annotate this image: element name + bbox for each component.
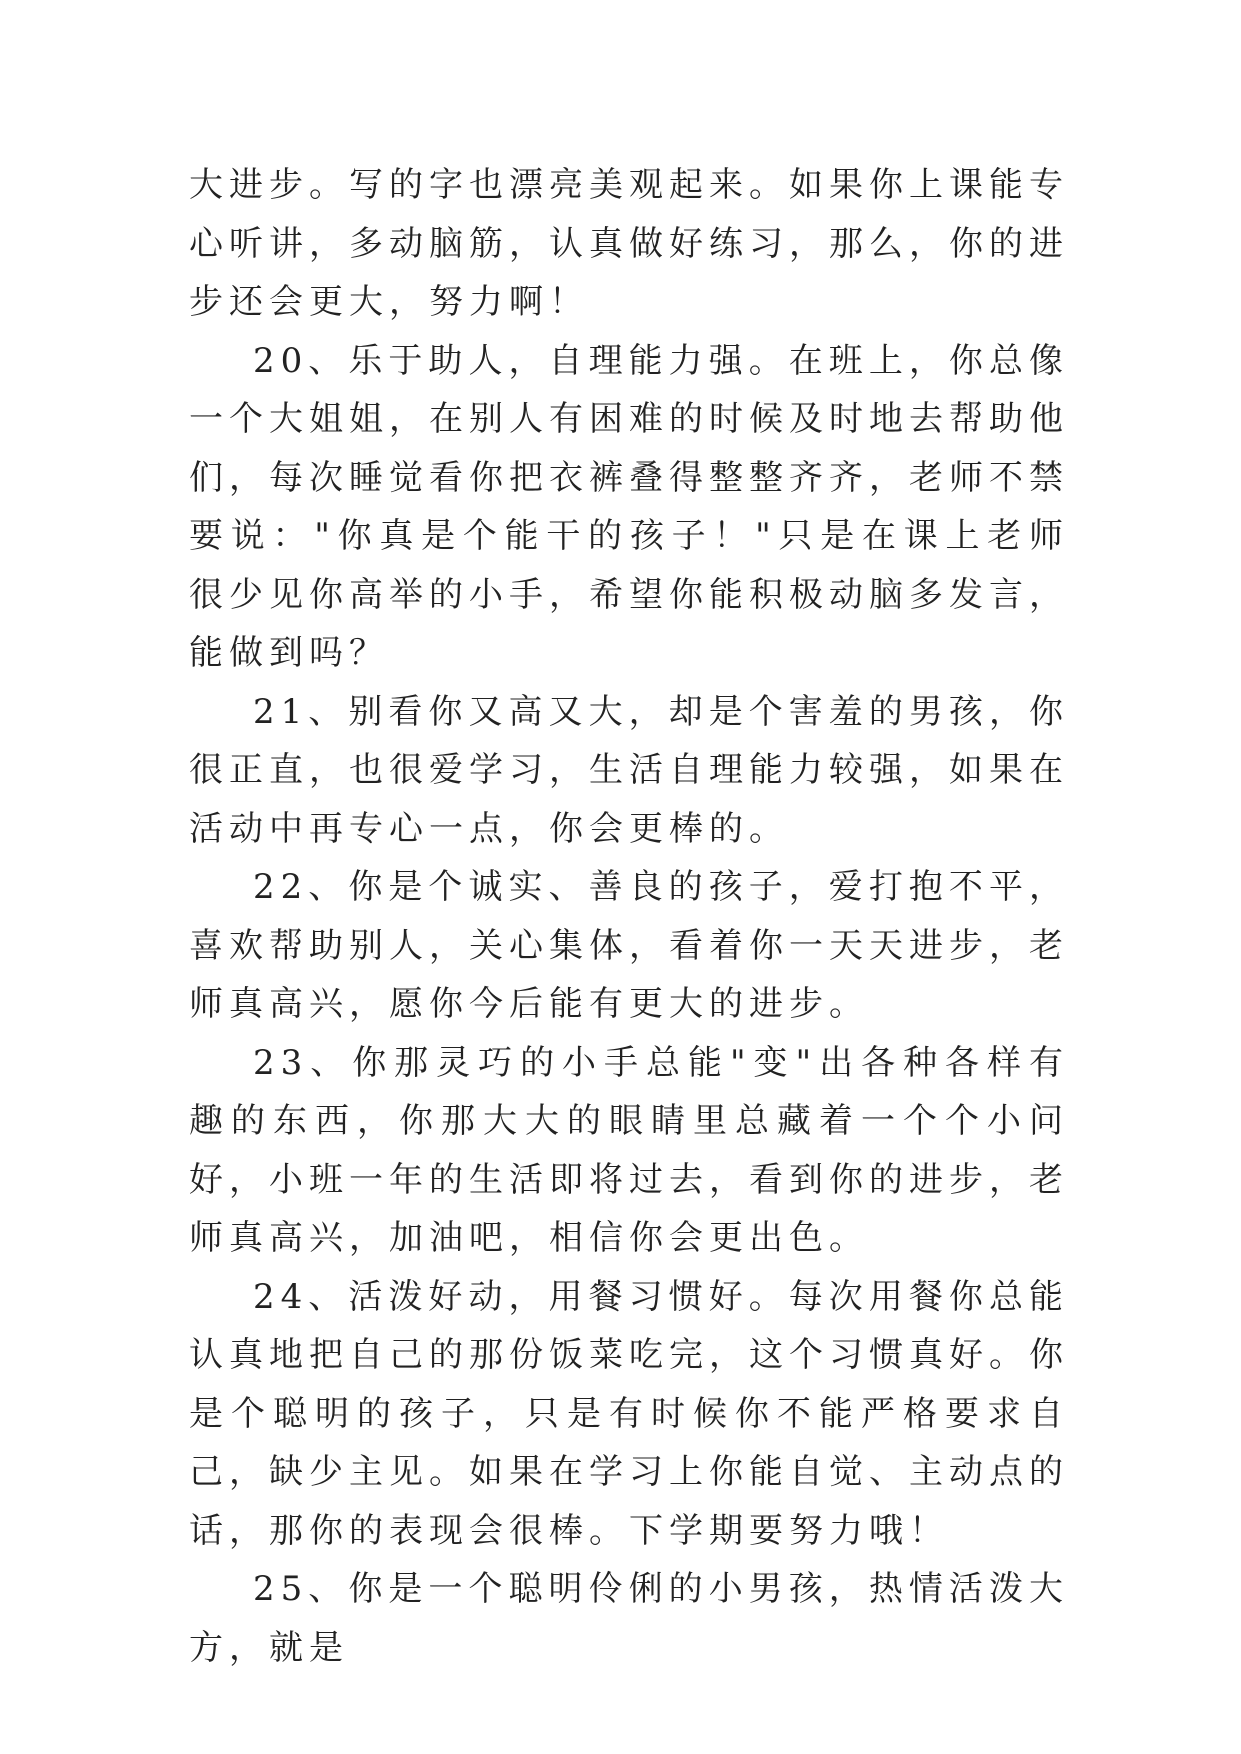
paragraph-21: 21、别看你又高又大，却是个害羞的男孩，你很正直，也很爱学习，生活自理能力较强，如果在活动中再专心一点，你会更棒的。 (189, 691, 1069, 849)
document-body (189, 156, 1069, 1677)
paragraph-continued: 大进步。写的字也漂亮美观起来。如果你上课能专心听讲，多动脑筋，认真做好练习，那么，你的进步还会更大，努力啊！ (189, 165, 1069, 322)
paragraph-24: 24、活泼好动，用餐习惯好。每次用餐你总能认真地把自己的那份饭菜吃完，这个习惯真好。你是个聪明的孩子，只是有时候你不能严格要求自己，缺少主见。如果在学习上你能自觉、主动点的话，那你的表现会很棒。下学期要努力哦！ (189, 1276, 1069, 1551)
paragraph-23: 23、你那灵巧的小手总能"变"出各种各样有趣的东西，你那大大的眼睛里总藏着一个个小问好，小班一年的生活即将过去，看到你的进步，老师真高兴，加油吧，相信你会更出色。 (189, 1042, 1069, 1258)
paragraph-20: 20、乐于助人，自理能力强。在班上，你总像一个大姐姐，在别人有困难的时候及时地去帮助他们，每次睡觉看你把衣裤叠得整整齐齐，老师不禁要说："你真是个能干的孩子！"只是在课上老师很少见你高举的小手，希望你能积极动脑多发言，能做到吗？ (189, 340, 1069, 673)
paragraph-25: 25、你是一个聪明伶俐的小男孩，热情活泼大方，就是 (189, 1569, 1069, 1668)
paragraph-22: 22、你是个诚实、善良的孩子，爱打抱不平，喜欢帮助别人，关心集体，看着你一天天进步，老师真高兴，愿你今后能有更大的进步。 (189, 867, 1069, 1024)
